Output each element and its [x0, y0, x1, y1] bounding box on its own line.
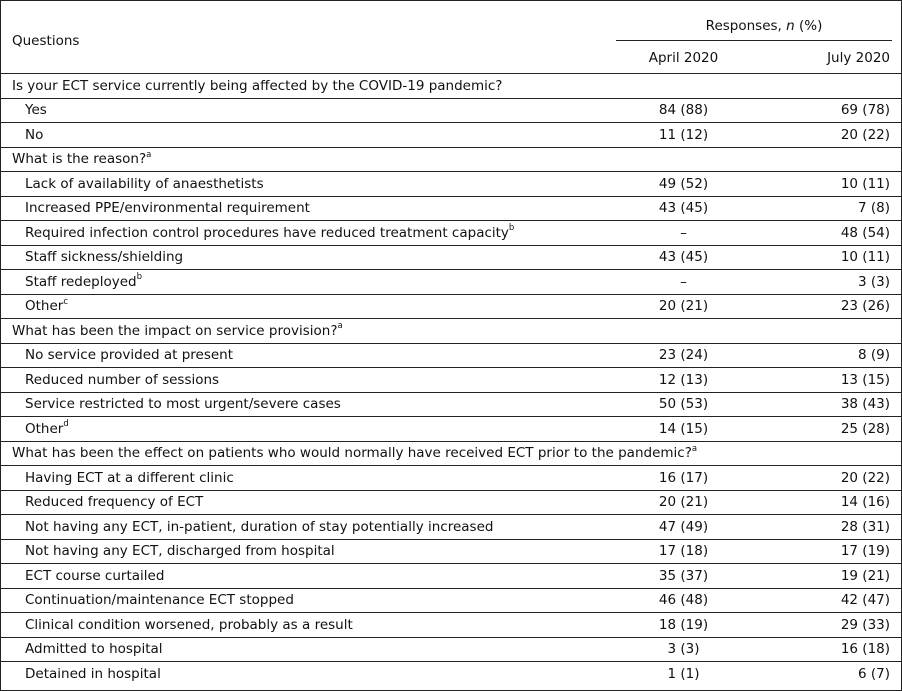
table-row	[1, 294, 901, 319]
responses-header-pct: (%)	[794, 18, 823, 34]
july-2020-value: 20 (22)	[840, 469, 891, 486]
row-label: Clinical condition worsened, probably as a result	[25, 616, 353, 633]
footnote-marker: a	[146, 149, 152, 160]
section-question-row	[1, 147, 901, 172]
july-2020-value: 19 (21)	[840, 567, 891, 584]
july-2020-value: 28 (31)	[840, 518, 891, 535]
column-header-april-label: April 2020	[648, 50, 719, 66]
april-2020-cell	[612, 98, 755, 123]
april-2020-value: 12 (13)	[658, 371, 709, 388]
row-label: Lack of availability of anaesthetists	[25, 175, 264, 192]
row-label: Having ECT at a different clinic	[25, 469, 234, 486]
july-2020-cell	[755, 98, 901, 123]
row-label-cell	[1, 515, 612, 540]
july-2020-cell	[755, 294, 901, 319]
july-2020-value: 17 (19)	[840, 543, 891, 560]
july-2020-cell	[755, 221, 901, 246]
july-2020-cell	[755, 245, 901, 270]
april-2020-cell	[612, 662, 755, 686]
july-2020-cell	[755, 417, 901, 442]
july-2020-cell	[755, 662, 901, 686]
row-label-cell	[1, 662, 612, 686]
april-2020-cell	[612, 221, 755, 246]
april-2020-cell	[612, 466, 755, 491]
row-label: Not having any ECT, discharged from hospital	[25, 543, 335, 560]
row-label-cell	[1, 221, 612, 246]
april-2020-value: –	[680, 273, 687, 290]
april-2020-value: 3 (3)	[667, 641, 700, 658]
row-label-cell	[1, 613, 612, 638]
april-2020-value: 11 (12)	[658, 126, 709, 143]
april-2020-value: 49 (52)	[658, 175, 709, 192]
row-label-cell	[1, 172, 612, 197]
april-2020-value: 17 (18)	[658, 543, 709, 560]
section-question-row	[1, 74, 901, 99]
row-label: Required infection control procedures have reduced treatment capacity	[25, 224, 509, 241]
april-2020-value: 20 (21)	[658, 494, 709, 511]
row-label: Staff redeployed	[25, 273, 137, 290]
july-2020-value: 29 (33)	[840, 616, 891, 633]
row-label: Detained in hospital	[25, 665, 161, 682]
table-row	[1, 392, 901, 417]
july-2020-value: 20 (22)	[840, 126, 891, 143]
july-2020-value: 16 (18)	[840, 641, 891, 658]
july-2020-value: 38 (43)	[840, 396, 891, 413]
footnote-marker: a	[691, 443, 698, 454]
april-2020-value: 1 (1)	[667, 665, 700, 682]
april-2020-cell	[612, 196, 755, 221]
april-2020-cell	[612, 564, 755, 589]
april-2020-value: 46 (48)	[658, 592, 709, 609]
table-row	[1, 564, 901, 589]
section-question-text: What has been the effect on patients who would normally have received ECT prior to the pandemic?	[12, 445, 692, 462]
table-row	[1, 98, 901, 123]
april-2020-cell	[612, 392, 755, 417]
footnote-marker: c	[63, 296, 69, 307]
table-row	[1, 123, 901, 148]
row-label-cell	[1, 637, 612, 662]
july-2020-cell	[755, 637, 901, 662]
april-2020-value: 23 (24)	[658, 347, 709, 364]
section-question	[1, 147, 901, 172]
april-2020-cell	[612, 490, 755, 515]
july-2020-cell	[755, 515, 901, 540]
section-question-row	[1, 319, 901, 344]
july-2020-value: 13 (15)	[840, 371, 891, 388]
april-2020-cell	[612, 368, 755, 393]
row-label-cell	[1, 564, 612, 589]
table-row	[1, 613, 901, 638]
july-2020-cell	[755, 588, 901, 613]
july-2020-value: 25 (28)	[840, 420, 891, 437]
april-2020-value: 35 (37)	[658, 567, 709, 584]
april-2020-cell	[612, 588, 755, 613]
footnote-marker: a	[337, 321, 343, 332]
july-2020-value: 8 (9)	[858, 347, 891, 364]
table-row	[1, 490, 901, 515]
april-2020-cell	[612, 270, 755, 295]
row-label-cell	[1, 417, 612, 442]
april-2020-cell	[612, 123, 755, 148]
row-label-cell	[1, 466, 612, 491]
july-2020-value: 3 (3)	[858, 273, 891, 290]
row-label-cell	[1, 98, 612, 123]
july-2020-value: 42 (47)	[840, 592, 891, 609]
row-label-cell	[1, 196, 612, 221]
july-2020-cell	[755, 392, 901, 417]
row-label-cell	[1, 490, 612, 515]
row-label-cell	[1, 294, 612, 319]
table-row	[1, 343, 901, 368]
row-label: ECT course curtailed	[25, 567, 165, 584]
section-question-text: Is your ECT service currently being affected by the COVID-19 pandemic?	[12, 77, 503, 94]
section-question	[1, 319, 901, 344]
july-2020-value: 48 (54)	[840, 224, 891, 241]
july-2020-value: 69 (78)	[840, 102, 891, 119]
row-label-cell	[1, 392, 612, 417]
july-2020-value: 14 (16)	[840, 494, 891, 511]
row-label: Other	[25, 420, 64, 437]
april-2020-value: –	[680, 224, 687, 241]
row-label-cell	[1, 539, 612, 564]
responses-header	[612, 1, 901, 43]
row-label: Yes	[25, 102, 47, 119]
section-question-text: What is the reason?	[12, 151, 147, 168]
april-2020-cell	[612, 515, 755, 540]
july-2020-cell	[755, 613, 901, 638]
table-row	[1, 221, 901, 246]
july-2020-cell	[755, 539, 901, 564]
july-2020-value: 23 (26)	[840, 298, 891, 315]
row-label: Staff sickness/shielding	[25, 249, 184, 266]
section-question	[1, 74, 901, 99]
row-label-cell	[1, 270, 612, 295]
row-label: Reduced number of sessions	[25, 371, 220, 388]
column-header-april	[612, 43, 755, 74]
table-row	[1, 539, 901, 564]
july-2020-cell	[755, 270, 901, 295]
july-2020-value: 10 (11)	[840, 249, 891, 266]
april-2020-value: 84 (88)	[658, 102, 709, 119]
row-label: Other	[25, 298, 64, 315]
responses-header-label: Responses,	[705, 18, 787, 34]
row-label-cell	[1, 588, 612, 613]
table-row	[1, 466, 901, 491]
section-question-row	[1, 441, 901, 466]
row-label: Admitted to hospital	[25, 641, 163, 658]
section-question	[1, 441, 901, 466]
table-row	[1, 662, 901, 686]
april-2020-value: 14 (15)	[658, 420, 709, 437]
april-2020-cell	[612, 417, 755, 442]
july-2020-cell	[755, 172, 901, 197]
row-label-cell	[1, 343, 612, 368]
row-label-cell	[1, 123, 612, 148]
table-row	[1, 245, 901, 270]
april-2020-cell	[612, 637, 755, 662]
april-2020-cell	[612, 294, 755, 319]
section-question-text: What has been the impact on service provision?	[12, 322, 338, 339]
row-label: Service restricted to most urgent/severe cases	[25, 396, 341, 413]
table-row	[1, 368, 901, 393]
april-2020-value: 20 (21)	[658, 298, 709, 315]
row-label: Not having any ECT, in-patient, duration of stay potentially increased	[25, 518, 494, 535]
row-label-cell	[1, 368, 612, 393]
july-2020-cell	[755, 123, 901, 148]
table-row	[1, 515, 901, 540]
row-label-cell	[1, 245, 612, 270]
april-2020-value: 47 (49)	[658, 518, 709, 535]
table-row	[1, 417, 901, 442]
footnote-marker: b	[136, 272, 143, 283]
table-row	[1, 270, 901, 295]
april-2020-cell	[612, 539, 755, 564]
row-label: No	[25, 126, 44, 143]
column-header-july	[755, 43, 901, 74]
row-label: Reduced frequency of ECT	[25, 494, 204, 511]
july-2020-value: 6 (7)	[858, 665, 891, 682]
survey-table	[1, 1, 901, 686]
header-row-top	[1, 1, 901, 43]
column-header-july-label: July 2020	[827, 50, 891, 66]
april-2020-value: 18 (19)	[658, 616, 709, 633]
july-2020-value: 10 (11)	[840, 175, 891, 192]
table-row	[1, 637, 901, 662]
questions-header	[1, 1, 612, 74]
april-2020-cell	[612, 172, 755, 197]
row-label: Increased PPE/environmental requirement	[25, 200, 310, 217]
row-label: Continuation/maintenance ECT stopped	[25, 592, 294, 609]
april-2020-cell	[612, 245, 755, 270]
april-2020-cell	[612, 343, 755, 368]
footnote-marker: b	[508, 223, 515, 234]
april-2020-value: 43 (45)	[658, 200, 709, 217]
april-2020-value: 16 (17)	[658, 469, 709, 486]
april-2020-value: 43 (45)	[658, 249, 709, 266]
july-2020-cell	[755, 490, 901, 515]
july-2020-value: 7 (8)	[858, 200, 891, 217]
footnote-marker: d	[63, 419, 69, 430]
row-label: No service provided at present	[25, 347, 234, 364]
april-2020-value: 50 (53)	[658, 396, 709, 413]
july-2020-cell	[755, 564, 901, 589]
july-2020-cell	[755, 343, 901, 368]
questions-header-label: Questions	[12, 33, 80, 49]
april-2020-cell	[612, 613, 755, 638]
table-body	[1, 74, 901, 686]
table-row	[1, 172, 901, 197]
july-2020-cell	[755, 466, 901, 491]
responses-header-n: n	[786, 18, 795, 34]
table-row	[1, 196, 901, 221]
july-2020-cell	[755, 368, 901, 393]
table-row	[1, 588, 901, 613]
july-2020-cell	[755, 196, 901, 221]
